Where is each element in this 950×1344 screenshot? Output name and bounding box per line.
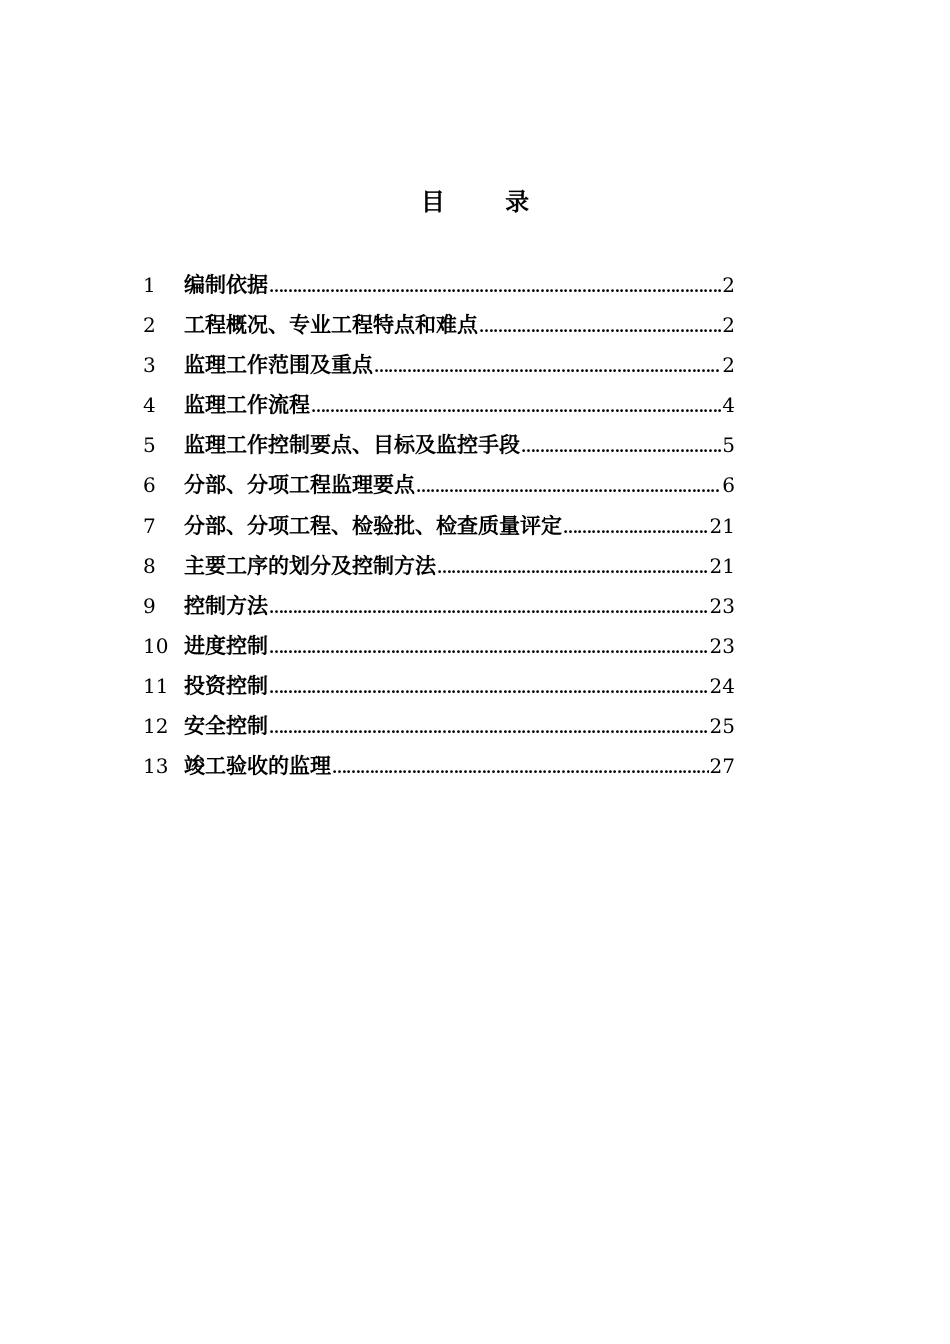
toc-leader-dots bbox=[332, 748, 709, 788]
toc-entry-number: 8 bbox=[143, 553, 156, 578]
toc-entry-number: 9 bbox=[143, 593, 156, 618]
toc-entry[interactable] bbox=[143, 465, 735, 505]
toc-entry-number: 5 bbox=[143, 433, 156, 458]
toc-entry[interactable] bbox=[143, 666, 735, 706]
toc-entry[interactable] bbox=[143, 506, 735, 546]
toc-leader-dots bbox=[437, 548, 709, 588]
toc-entry-label: 投资控制 bbox=[184, 672, 268, 698]
toc-entry-label: 分部、分项工程监理要点 bbox=[184, 472, 415, 498]
toc-list bbox=[143, 265, 735, 786]
toc-entry[interactable] bbox=[143, 305, 735, 345]
toc-entry-page: 24 bbox=[709, 673, 735, 698]
toc-entry[interactable] bbox=[143, 546, 735, 586]
toc-entry[interactable] bbox=[143, 746, 735, 786]
toc-entry-page: 5 bbox=[722, 433, 735, 458]
toc-entry-page: 21 bbox=[709, 513, 735, 538]
toc-entry-number: 10 bbox=[143, 633, 169, 658]
toc-entry-number: 7 bbox=[143, 513, 156, 538]
toc-entry[interactable] bbox=[143, 425, 735, 465]
toc-entry-page: 21 bbox=[709, 553, 735, 578]
toc-entry-number: 4 bbox=[143, 393, 156, 418]
toc-entry-label: 分部、分项工程、检验批、检查质量评定 bbox=[184, 512, 562, 538]
toc-title: 目 录 bbox=[420, 187, 556, 216]
toc-entry-page: 23 bbox=[709, 593, 735, 618]
toc-entry-number: 12 bbox=[143, 714, 169, 739]
toc-entry-number: 2 bbox=[143, 313, 156, 338]
toc-entry-page: 23 bbox=[709, 633, 735, 658]
toc-entry[interactable] bbox=[143, 345, 735, 385]
toc-entry-label: 进度控制 bbox=[184, 632, 268, 658]
toc-entry-number: 6 bbox=[143, 473, 156, 498]
toc-leader-dots bbox=[374, 347, 721, 387]
toc-leader-dots bbox=[416, 467, 721, 507]
toc-entry-label: 主要工序的划分及控制方法 bbox=[184, 552, 436, 578]
toc-entry-number: 13 bbox=[143, 754, 169, 779]
toc-leader-dots bbox=[563, 508, 709, 548]
toc-leader-dots bbox=[269, 267, 721, 307]
toc-leader-dots bbox=[311, 387, 721, 427]
toc-entry-label: 编制依据 bbox=[184, 272, 268, 297]
toc-entry-number: 11 bbox=[143, 673, 169, 698]
toc-entry-label: 监理工作控制要点、目标及监控手段 bbox=[184, 432, 520, 458]
toc-entry-page: 27 bbox=[709, 754, 735, 779]
toc-leader-dots bbox=[479, 307, 721, 347]
toc-entry-page: 4 bbox=[722, 393, 735, 418]
toc-leader-dots bbox=[269, 708, 709, 748]
toc-entry-page: 2 bbox=[722, 353, 735, 378]
toc-entry-number: 1 bbox=[143, 273, 156, 297]
toc-entry-page: 2 bbox=[722, 273, 735, 297]
toc-entry-page: 2 bbox=[722, 313, 735, 338]
toc-entry-label: 监理工作流程 bbox=[184, 392, 310, 418]
toc-entry-label: 控制方法 bbox=[184, 592, 268, 618]
toc-entry-number: 3 bbox=[143, 353, 156, 378]
toc-entry[interactable] bbox=[143, 706, 735, 746]
toc-entry-label: 安全控制 bbox=[184, 713, 268, 739]
toc-leader-dots bbox=[521, 427, 721, 467]
toc-entry-page: 6 bbox=[722, 473, 735, 498]
toc-entry[interactable] bbox=[143, 265, 735, 305]
toc-entry-label: 竣工验收的监理 bbox=[184, 753, 331, 779]
toc-entry[interactable] bbox=[143, 385, 735, 425]
toc-entry[interactable] bbox=[143, 626, 735, 666]
toc-entry-page: 25 bbox=[709, 714, 735, 739]
toc-leader-dots bbox=[269, 588, 709, 628]
toc-entry[interactable] bbox=[143, 586, 735, 626]
toc-leader-dots bbox=[269, 628, 709, 668]
toc-entry-label: 工程概况、专业工程特点和难点 bbox=[184, 312, 478, 338]
toc-leader-dots bbox=[269, 668, 709, 708]
toc-entry-label: 监理工作范围及重点 bbox=[184, 352, 373, 378]
